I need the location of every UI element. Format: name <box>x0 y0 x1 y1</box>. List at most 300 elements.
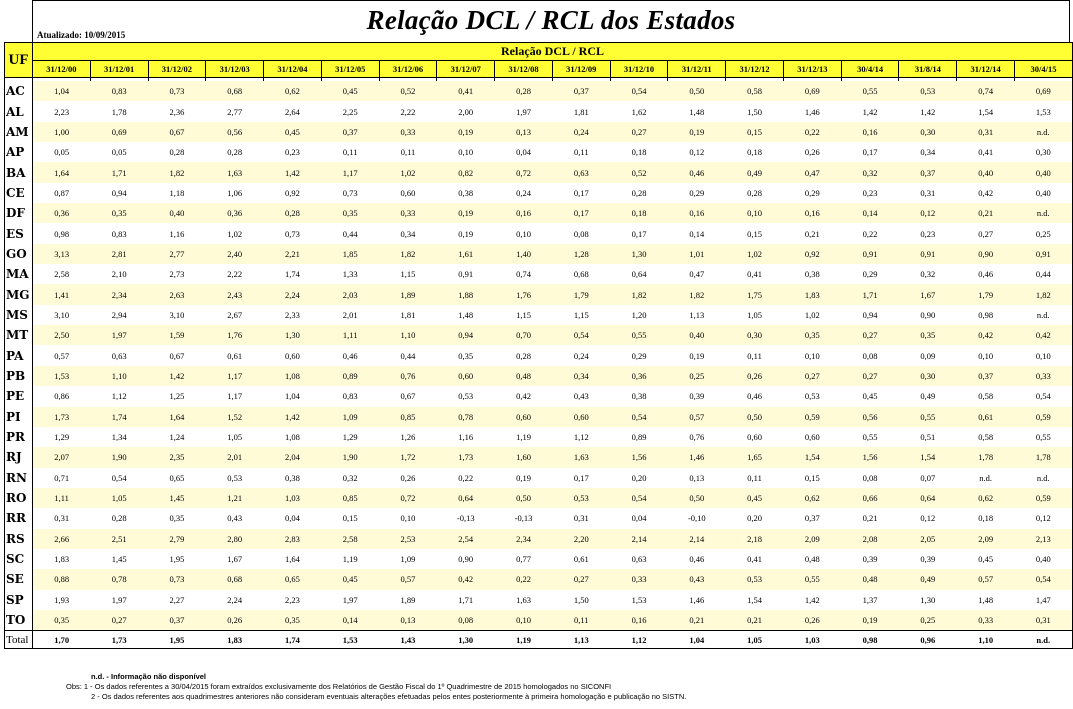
value-cell: 2,13 <box>1015 529 1073 549</box>
value-cell: 0,90 <box>920 309 936 320</box>
value-cell: 0,66 <box>841 488 899 508</box>
value-cell: 2,24 <box>264 284 322 304</box>
value-cell: 0,61 <box>227 350 243 361</box>
value-cell: 0,45 <box>264 122 322 142</box>
value-cell: 0,59 <box>1015 407 1073 427</box>
total-cell: n.d. <box>1015 631 1073 649</box>
value-cell: 0,42 <box>437 569 495 589</box>
value-cell: 1,29 <box>342 432 358 443</box>
value-cell: 0,54 <box>610 81 668 101</box>
value-cell: 1,74 <box>90 407 148 427</box>
uf-cell: SC <box>5 549 33 569</box>
value-cell: 0,37 <box>148 610 206 631</box>
value-cell: 2,00 <box>458 106 474 117</box>
value-cell: 0,11 <box>747 472 762 483</box>
value-cell: 2,53 <box>379 529 437 549</box>
value-cell: 1,03 <box>264 488 322 508</box>
value-cell: 0,24 <box>573 350 589 361</box>
uf-cell: PA <box>5 345 33 365</box>
value-cell: 0,25 <box>668 366 726 386</box>
value-cell: 0,64 <box>631 269 647 280</box>
uf-cell: AL <box>5 101 33 121</box>
total-cell: 0,96 <box>899 631 957 649</box>
value-cell: 0,10 <box>804 350 820 361</box>
value-cell: 0,21 <box>726 610 784 631</box>
table-row <box>5 244 1073 264</box>
table-row <box>5 386 1073 406</box>
value-cell: 0,47 <box>689 269 705 280</box>
value-cell: 0,43 <box>668 569 726 589</box>
value-cell: 1,17 <box>206 366 264 386</box>
total-cell: 1,73 <box>90 631 148 649</box>
value-cell: 0,04 <box>516 147 531 158</box>
value-cell: 0,57 <box>54 350 70 361</box>
value-cell: 2,94 <box>111 309 127 320</box>
total-cell: 0,98 <box>841 631 899 649</box>
value-cell: 0,60 <box>747 432 762 443</box>
value-cell: 0,62 <box>264 81 322 101</box>
value-cell: 0,11 <box>400 147 416 158</box>
value-cell: 0,37 <box>552 81 610 101</box>
value-cell: 0,28 <box>227 147 243 158</box>
table-row <box>5 162 1073 182</box>
value-cell: 1,09 <box>321 407 379 427</box>
date-header: 31/12/07 <box>437 61 495 78</box>
value-cell: 0,53 <box>227 472 243 483</box>
value-cell: 0,13 <box>689 472 705 483</box>
group-header: Relação DCL / RCL <box>33 43 1073 61</box>
value-cell: 0,78 <box>437 407 495 427</box>
uf-cell: CE <box>5 183 33 203</box>
value-cell: 1,83 <box>783 284 841 304</box>
value-cell: 0,20 <box>747 513 762 524</box>
value-cell: 0,35 <box>458 350 474 361</box>
value-cell: 0,08 <box>573 228 589 239</box>
total-cell: 1,43 <box>379 631 437 649</box>
value-cell: 1,41 <box>33 284 91 304</box>
value-cell: 0,19 <box>841 610 899 631</box>
value-cell: 2,01 <box>342 309 358 320</box>
value-cell: 0,19 <box>516 472 531 483</box>
value-cell: 2,58 <box>54 269 70 280</box>
value-cell: 0,19 <box>458 228 474 239</box>
value-cell: 1,82 <box>1015 284 1073 304</box>
total-row <box>5 631 1073 649</box>
value-cell: 0,05 <box>54 147 70 158</box>
uf-cell: AM <box>5 122 33 142</box>
value-cell: 0,31 <box>54 513 70 524</box>
table-row <box>5 447 1073 467</box>
uf-cell: RR <box>5 508 33 528</box>
value-cell: 0,33 <box>610 569 668 589</box>
value-cell: 0,16 <box>841 122 899 142</box>
value-cell: 1,53 <box>33 366 91 386</box>
value-cell: 1,46 <box>689 594 705 605</box>
value-cell: 0,22 <box>495 569 553 589</box>
value-cell: 0,42 <box>516 391 531 402</box>
total-cell: 1,04 <box>668 631 726 649</box>
value-cell: n.d. <box>1015 203 1073 223</box>
value-cell: 0,35 <box>90 203 148 223</box>
value-cell: 0,85 <box>379 407 437 427</box>
value-cell: 0,41 <box>978 147 994 158</box>
value-cell: 0,33 <box>1015 366 1073 386</box>
value-cell: 2,09 <box>957 529 1015 549</box>
value-cell: 1,97 <box>342 594 358 605</box>
value-cell: 2,21 <box>264 244 322 264</box>
value-cell: 0,59 <box>783 407 841 427</box>
date-header: 31/8/14 <box>899 61 957 78</box>
value-cell: 1,67 <box>227 554 243 565</box>
value-cell: 0,46 <box>342 350 358 361</box>
value-cell: 1,45 <box>111 554 127 565</box>
value-cell: 0,46 <box>689 554 705 565</box>
uf-cell: BA <box>5 162 33 182</box>
value-cell: 0,45 <box>862 391 878 402</box>
value-cell: 0,31 <box>573 513 589 524</box>
value-cell: 2,18 <box>726 529 784 549</box>
value-cell: 0,27 <box>610 122 668 142</box>
value-cell: 1,19 <box>516 432 531 443</box>
value-cell: 2,04 <box>264 447 322 467</box>
uf-cell: DF <box>5 203 33 223</box>
value-cell: 0,56 <box>841 407 899 427</box>
value-cell: 0,94 <box>862 309 878 320</box>
value-cell: 0,21 <box>862 513 878 524</box>
value-cell: 0,14 <box>321 610 379 631</box>
value-cell: 2,36 <box>169 106 185 117</box>
value-cell: 1,61 <box>437 244 495 264</box>
value-cell: 1,45 <box>148 488 206 508</box>
value-cell: 0,40 <box>1015 549 1073 569</box>
value-cell: 0,48 <box>841 569 899 589</box>
value-cell: 1,50 <box>747 106 762 117</box>
value-cell: 0,90 <box>458 554 474 565</box>
uf-cell: TO <box>5 610 33 631</box>
table-row <box>5 203 1073 223</box>
value-cell: 1,42 <box>264 407 322 427</box>
value-cell: 2,25 <box>342 106 358 117</box>
value-cell: 0,63 <box>111 350 127 361</box>
value-cell: 0,41 <box>747 554 762 565</box>
value-cell: 1,42 <box>804 594 820 605</box>
value-cell: 0,46 <box>978 269 994 280</box>
value-cell: 2,64 <box>285 106 300 117</box>
value-cell: 0,19 <box>689 350 705 361</box>
value-cell: 0,49 <box>726 162 784 182</box>
value-cell: 1,54 <box>899 447 957 467</box>
value-cell: 2,35 <box>148 447 206 467</box>
value-cell: n.d. <box>979 472 992 483</box>
value-cell: 0,60 <box>285 350 300 361</box>
value-cell: 0,27 <box>783 366 841 386</box>
value-cell: 0,04 <box>285 513 300 524</box>
value-cell: 0,28 <box>747 187 762 198</box>
value-cell: 1,08 <box>285 432 300 443</box>
spreadsheet <box>4 0 1072 672</box>
value-cell: 0,90 <box>957 244 1015 264</box>
value-cell: 0,91 <box>899 244 957 264</box>
value-cell: 1,48 <box>978 594 994 605</box>
value-cell: 1,63 <box>516 594 531 605</box>
value-cell: 1,16 <box>458 432 474 443</box>
table-row <box>5 488 1073 508</box>
uf-cell: ES <box>5 223 33 243</box>
value-cell: 0,62 <box>783 488 841 508</box>
value-cell: 1,30 <box>920 594 936 605</box>
value-cell: 1,42 <box>264 162 322 182</box>
value-cell: 1,90 <box>90 447 148 467</box>
value-cell: 2,54 <box>437 529 495 549</box>
value-cell: 2,03 <box>321 284 379 304</box>
value-cell: 1,64 <box>33 162 91 182</box>
value-cell: 2,77 <box>148 244 206 264</box>
value-cell: 2,50 <box>33 325 91 345</box>
value-cell: 0,38 <box>285 472 300 483</box>
uf-cell: AC <box>5 81 33 101</box>
value-cell: 0,54 <box>111 472 127 483</box>
value-cell: 0,35 <box>899 325 957 345</box>
value-cell: 0,10 <box>495 610 553 631</box>
value-cell: 2,66 <box>33 529 91 549</box>
value-cell: 1,09 <box>400 554 416 565</box>
value-cell: 0,54 <box>1015 569 1073 589</box>
value-cell: 0,55 <box>841 81 899 101</box>
date-header: 31/12/11 <box>668 61 726 78</box>
value-cell: 1,34 <box>111 432 127 443</box>
value-cell: 1,42 <box>920 106 936 117</box>
value-cell: 0,28 <box>111 513 127 524</box>
value-cell: 0,74 <box>957 81 1015 101</box>
value-cell: 0,58 <box>726 81 784 101</box>
uf-cell: PR <box>5 427 33 447</box>
value-cell: 0,54 <box>610 407 668 427</box>
value-cell: 2,80 <box>206 529 264 549</box>
value-cell: n.d. <box>1015 305 1073 325</box>
total-cell: 1,10 <box>957 631 1015 649</box>
value-cell: 0,35 <box>783 325 841 345</box>
table-row <box>5 590 1073 610</box>
value-cell: 0,16 <box>495 203 553 223</box>
value-cell: 0,60 <box>552 407 610 427</box>
date-header: 31/12/10 <box>610 61 668 78</box>
value-cell: 0,15 <box>726 122 784 142</box>
value-cell: 1,33 <box>342 269 358 280</box>
date-header: 31/12/00 <box>33 61 91 78</box>
value-cell: 0,73 <box>342 187 358 198</box>
value-cell: 0,18 <box>747 147 762 158</box>
value-cell: 0,33 <box>379 203 437 223</box>
uf-cell: MS <box>5 305 33 325</box>
value-cell: 0,45 <box>321 81 379 101</box>
value-cell: 0,28 <box>264 203 322 223</box>
date-header: 31/12/02 <box>148 61 206 78</box>
value-cell: 0,28 <box>495 81 553 101</box>
total-cell: 1,83 <box>206 631 264 649</box>
table-row <box>5 610 1073 631</box>
value-cell: 1,00 <box>33 122 91 142</box>
value-cell: 0,16 <box>668 203 726 223</box>
value-cell: 0,89 <box>631 432 647 443</box>
value-cell: 0,43 <box>227 513 243 524</box>
value-cell: 0,17 <box>552 203 610 223</box>
value-cell: 1,52 <box>206 407 264 427</box>
value-cell: 1,46 <box>804 106 820 117</box>
uf-header: UF <box>5 43 33 78</box>
value-cell: 2,22 <box>227 269 243 280</box>
value-cell: 0,23 <box>285 147 300 158</box>
value-cell: 1,02 <box>804 309 820 320</box>
value-cell: 0,49 <box>899 569 957 589</box>
value-cell: 2,10 <box>111 269 127 280</box>
value-cell: 2,20 <box>552 529 610 549</box>
total-cell: 1,74 <box>264 631 322 649</box>
value-cell: 0,54 <box>1015 386 1073 406</box>
value-cell: 0,30 <box>899 366 957 386</box>
value-cell: 0,49 <box>920 391 936 402</box>
value-cell: 0,70 <box>495 325 553 345</box>
value-cell: 0,27 <box>978 228 994 239</box>
value-cell: 0,27 <box>90 610 148 631</box>
value-cell: 1,25 <box>169 391 185 402</box>
value-cell: 1,95 <box>169 554 185 565</box>
value-cell: 2,81 <box>90 244 148 264</box>
uf-cell: MT <box>5 325 33 345</box>
value-cell: 0,52 <box>610 162 668 182</box>
value-cell: 0,50 <box>668 81 726 101</box>
value-cell: 0,78 <box>90 569 148 589</box>
value-cell: 0,64 <box>437 488 495 508</box>
value-cell: 2,58 <box>321 529 379 549</box>
value-cell: 1,37 <box>862 594 878 605</box>
value-cell: 2,51 <box>90 529 148 549</box>
value-cell: 0,37 <box>321 122 379 142</box>
value-cell: 1,28 <box>552 244 610 264</box>
value-cell: 1,04 <box>285 391 300 402</box>
value-cell: 1,46 <box>668 447 726 467</box>
value-cell: 1,01 <box>668 244 726 264</box>
value-cell: 0,46 <box>668 162 726 182</box>
value-cell: 0,67 <box>400 391 416 402</box>
value-cell: 3,13 <box>33 244 91 264</box>
value-cell: 2,24 <box>227 594 243 605</box>
value-cell: 1,78 <box>111 106 127 117</box>
value-cell: 0,21 <box>668 610 726 631</box>
total-cell: 1,03 <box>783 631 841 649</box>
value-cell: 1,79 <box>957 284 1015 304</box>
value-cell: 1,63 <box>552 447 610 467</box>
value-cell: 1,83 <box>54 554 70 565</box>
value-cell: 0,32 <box>342 472 358 483</box>
value-cell: 0,68 <box>206 569 264 589</box>
value-cell: 1,12 <box>111 391 127 402</box>
value-cell: 1,81 <box>573 106 589 117</box>
value-cell: 1,02 <box>379 162 437 182</box>
value-cell: 0,63 <box>552 162 610 182</box>
value-cell: 0,68 <box>573 269 589 280</box>
value-cell: 1,82 <box>668 284 726 304</box>
value-cell: 1,05 <box>747 309 762 320</box>
value-cell: 2,09 <box>783 529 841 549</box>
value-cell: 1,02 <box>726 244 784 264</box>
value-cell: 1,65 <box>726 447 784 467</box>
value-cell: 0,67 <box>148 122 206 142</box>
value-cell: 0,34 <box>400 228 416 239</box>
value-cell: 0,12 <box>920 513 936 524</box>
value-cell: 0,57 <box>668 407 726 427</box>
value-cell: 0,61 <box>957 407 1015 427</box>
value-cell: 0,09 <box>920 350 936 361</box>
value-cell: 1,50 <box>573 594 589 605</box>
value-cell: 0,48 <box>495 366 553 386</box>
value-cell: 1,30 <box>610 244 668 264</box>
value-cell: 1,71 <box>841 284 899 304</box>
date-header-row <box>5 61 1073 78</box>
value-cell: 1,42 <box>148 366 206 386</box>
value-cell: 0,47 <box>783 162 841 182</box>
value-cell: 0,38 <box>458 187 474 198</box>
value-cell: 1,71 <box>458 594 474 605</box>
value-cell: 0,45 <box>978 554 994 565</box>
table-row <box>5 345 1073 365</box>
value-cell: 2,34 <box>495 529 553 549</box>
value-cell: 1,48 <box>458 309 474 320</box>
value-cell: 0,04 <box>631 513 647 524</box>
value-cell: 0,45 <box>321 569 379 589</box>
value-cell: 0,40 <box>957 162 1015 182</box>
total-cell: 1,13 <box>552 631 610 649</box>
value-cell: 0,92 <box>285 187 300 198</box>
value-cell: 0,54 <box>610 488 668 508</box>
value-cell: 0,36 <box>206 203 264 223</box>
table-row <box>5 122 1073 142</box>
value-cell: 0,41 <box>747 269 762 280</box>
page-title: Relação DCL / RCL dos Estados <box>366 5 736 35</box>
value-cell: 3,10 <box>54 309 70 320</box>
value-cell: 1,06 <box>227 187 243 198</box>
value-cell: 0,48 <box>804 554 820 565</box>
value-cell: 0,25 <box>899 610 957 631</box>
uf-cell: SE <box>5 569 33 589</box>
value-cell: 0,16 <box>783 203 841 223</box>
value-cell: 2,40 <box>206 244 264 264</box>
value-cell: -0,10 <box>687 513 706 524</box>
value-cell: 0,60 <box>437 366 495 386</box>
value-cell: 0,44 <box>1015 264 1073 284</box>
value-cell: 1,97 <box>516 106 531 117</box>
value-cell: 0,39 <box>862 554 878 565</box>
value-cell: -0,13 <box>456 513 475 524</box>
value-cell: 0,55 <box>610 325 668 345</box>
table-row <box>5 325 1073 345</box>
value-cell: 0,33 <box>957 610 1015 631</box>
value-cell: 0,39 <box>920 554 936 565</box>
value-cell: 0,60 <box>495 407 553 427</box>
value-cell: 0,92 <box>783 244 841 264</box>
value-cell: 0,91 <box>1015 244 1073 264</box>
value-cell: 0,18 <box>610 203 668 223</box>
table-row <box>5 183 1073 203</box>
value-cell: 1,67 <box>899 284 957 304</box>
value-cell: 1,18 <box>169 187 185 198</box>
value-cell: 1,82 <box>610 284 668 304</box>
value-cell: -0,13 <box>514 513 533 524</box>
table-row <box>5 427 1073 447</box>
value-cell: 0,61 <box>573 554 589 565</box>
total-cell: 1,70 <box>33 631 91 649</box>
value-cell: n.d. <box>1015 468 1073 488</box>
value-cell: 1,10 <box>90 366 148 386</box>
